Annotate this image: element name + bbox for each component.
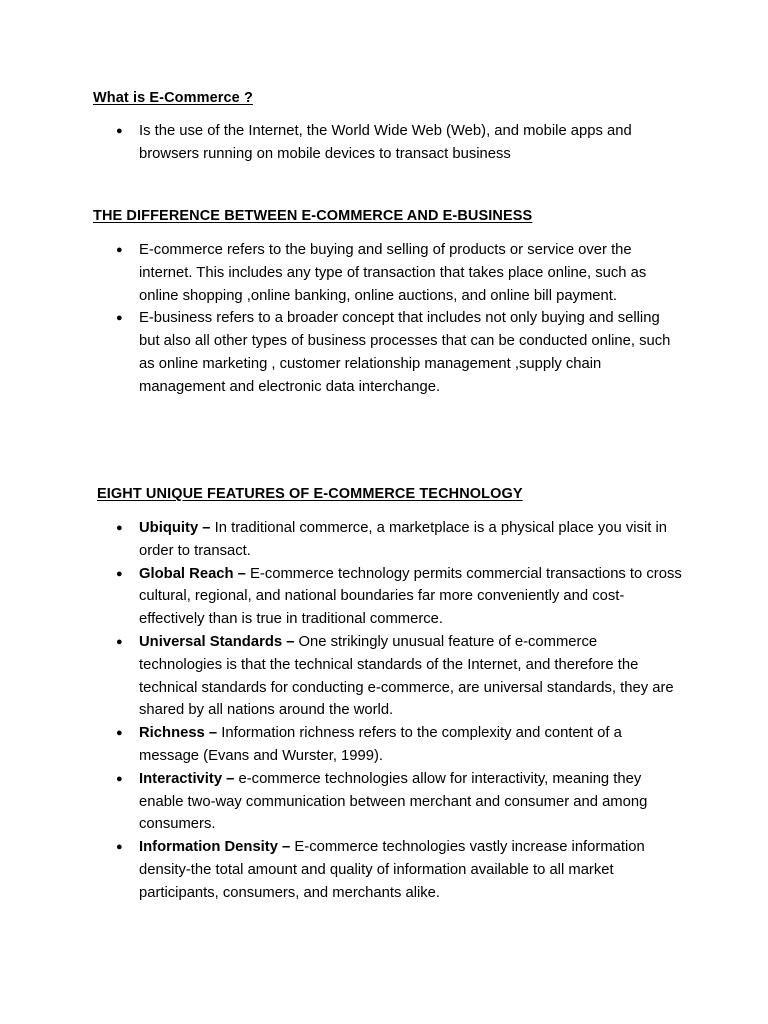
list-item <box>116 307 684 398</box>
list-item <box>116 239 684 307</box>
list-item-text: E-business refers to a broader concept that includes not only buying and selling but also all other types of business processes that can be conducted online, such as online marketing , customer relationship management ,supply chain management and electronic data interchange. <box>139 310 671 395</box>
feature-item-ubiquity <box>116 517 684 563</box>
difference-list <box>116 239 684 399</box>
bullet-icon: ● <box>116 244 123 256</box>
feature-text: In traditional commerce, a marketplace is a physical place you visit in order to transact. <box>139 520 667 559</box>
feature-item-universal-standards <box>116 631 684 722</box>
feature-text: Information richness refers to the complexity and content of a message (Evans and Wurster, 1999). <box>139 725 622 764</box>
feature-term: Richness – <box>139 725 218 742</box>
feature-text: E-commerce technologies vastly increase information density-the total amount and quality of information available to all market participants, consumers, and merchants alike. <box>139 839 645 901</box>
heading-what-is-ecommerce: What is E-Commerce ? <box>93 90 253 106</box>
feature-item-interactivity <box>116 768 684 836</box>
bullet-icon: ● <box>116 841 123 854</box>
feature-term: Ubiquity – <box>139 520 211 536</box>
bullet-icon: ● <box>116 567 123 580</box>
feature-item-richness <box>116 722 684 768</box>
feature-text: One strikingly unusual feature of e-commerce technologies is that the technical standards of the Internet, and therefore the technical standards for conducting e-commerce, are universal standards, they are shared by all nations around the world. <box>139 633 674 719</box>
features-list <box>116 517 684 905</box>
feature-item-global-reach <box>116 563 684 631</box>
feature-item-information-density <box>116 836 684 904</box>
feature-term: Information Density – <box>139 839 291 856</box>
bullet-icon: ● <box>116 635 123 648</box>
feature-text: E-commerce technology permits commercial transactions to cross cultural, regional, and national boundaries far more conveniently and cost-effectively than is true in traditional commerce. <box>139 565 682 628</box>
bullet-icon: ● <box>116 125 123 137</box>
list-item <box>116 120 684 166</box>
bullet-icon: ● <box>116 727 123 740</box>
bullet-icon: ● <box>116 312 123 325</box>
feature-text: e-commerce technologies allow for interactivity, meaning they enable two-way communication between merchant and consumer and among consumers. <box>139 770 648 833</box>
list-item-text: Is the use of the Internet, the World Wide Web (Web), and mobile apps and browsers running on mobile devices to transact business <box>139 123 632 162</box>
bullet-icon: ● <box>116 772 123 785</box>
feature-term: Interactivity – <box>139 770 235 787</box>
list-item-text: E-commerce refers to the buying and selling of products or service over the internet. This includes any type of transaction that takes place online, such as online shopping ,online banking, online auctions, and online bill payment. <box>139 242 647 304</box>
heading-eight-features: EIGHT UNIQUE FEATURES OF E-COMMERCE TECHNOLOGY <box>97 486 523 502</box>
bullet-icon: ● <box>116 522 123 534</box>
feature-term: Global Reach – <box>139 565 246 582</box>
feature-term: Universal Standards – <box>139 633 295 650</box>
definition-list <box>116 120 684 166</box>
heading-difference: THE DIFFERENCE BETWEEN E-COMMERCE AND E-BUSINESS <box>93 208 533 224</box>
